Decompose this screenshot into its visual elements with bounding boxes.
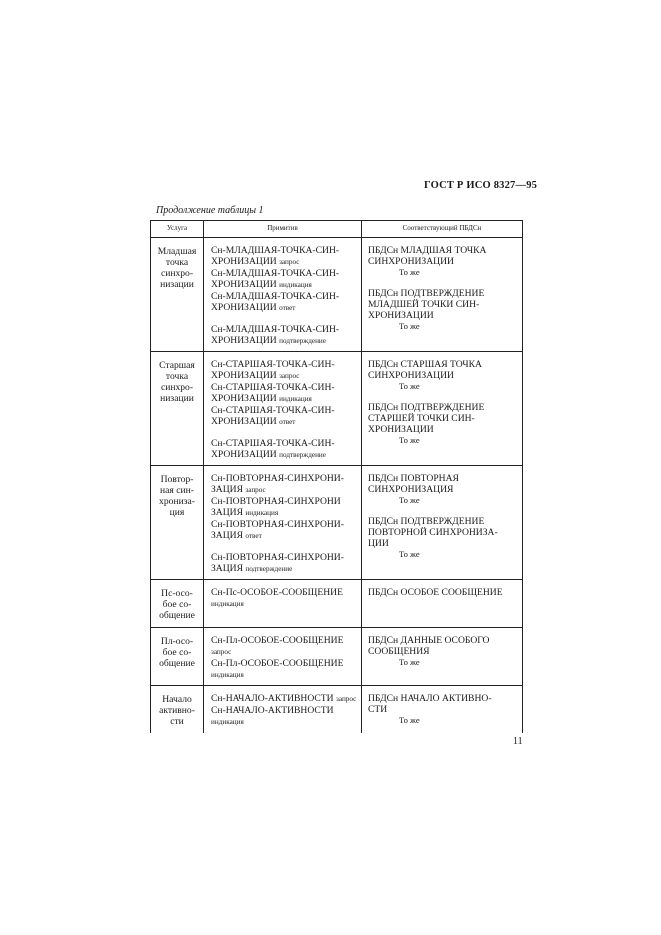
pbds-entry xyxy=(368,402,518,446)
column-header-service: Услуга xyxy=(151,221,204,238)
primitive-suffix: запрос xyxy=(279,372,300,380)
primitive-line: ЗАЦИЯ xyxy=(211,507,243,518)
pbds-entry xyxy=(368,693,518,726)
primitive-line: Сн-СТАРШАЯ-ТОЧКА-СИН- xyxy=(211,359,335,370)
primitive-entry xyxy=(211,519,357,542)
primitive-entry xyxy=(211,324,357,347)
service-line: Пл-осо- xyxy=(160,636,194,647)
same-note: То же xyxy=(399,321,420,331)
column-header-pbds: Соответствующий ПБДСн xyxy=(362,221,523,238)
primitive-suffix: ответ xyxy=(245,532,262,540)
pbds-entry xyxy=(368,473,518,506)
primitive-entry xyxy=(211,268,357,291)
service-line: Повтор- xyxy=(160,474,194,485)
pbds-cell xyxy=(362,352,523,466)
primitive-line: ХРОНИЗАЦИИ xyxy=(211,416,277,427)
primitive-line: Сн-СТАРШАЯ-ТОЧКА-СИН- xyxy=(211,438,335,449)
primitive-line: Сн-СТАРШАЯ-ТОЧКА-СИН- xyxy=(211,405,335,416)
services-table xyxy=(150,220,523,733)
service-cell xyxy=(151,686,204,734)
service-cell xyxy=(151,352,204,466)
same-note: То же xyxy=(399,381,420,391)
primitive-line: Сн-ПОВТОРНАЯ-СИНХРОНИ xyxy=(211,496,341,507)
pbds-line: ХРОНИЗАЦИИ xyxy=(368,424,434,435)
pbds-line: СООБЩЕНИЯ xyxy=(368,646,430,657)
primitive-entry xyxy=(211,438,357,461)
pbds-line: ПБДСн ОСОБОЕ СООБЩЕНИЕ xyxy=(368,587,503,598)
primitive-entry xyxy=(211,245,357,268)
service-cell xyxy=(151,580,204,628)
primitive-line: ХРОНИЗАЦИИ xyxy=(211,393,277,404)
pbds-line: ХРОНИЗАЦИИ xyxy=(368,310,434,321)
service-line: точка xyxy=(165,257,189,268)
primitive-cell xyxy=(204,238,362,352)
service-line: общение xyxy=(159,658,195,669)
primitive-entry xyxy=(211,496,357,519)
pbds-cell xyxy=(362,466,523,580)
page-number: 11 xyxy=(513,736,523,747)
primitive-line: Сн-МЛАДШАЯ-ТОЧКА-СИН- xyxy=(211,291,340,302)
pbds-line: СИНХРОНИЗАЦИЯ xyxy=(368,484,454,495)
primitive-entry xyxy=(211,405,357,428)
primitive-entry xyxy=(211,473,357,496)
pbds-line: ПБДСн ПОДТВЕРЖДЕНИЕ xyxy=(368,402,485,413)
primitive-suffix: запрос xyxy=(245,486,266,494)
primitive-entry xyxy=(211,635,357,658)
primitive-line: ХРОНИЗАЦИИ xyxy=(211,449,277,460)
primitive-cell xyxy=(204,352,362,466)
primitive-line: Сн-НАЧАЛО-АКТИВНОСТИ xyxy=(211,693,334,704)
pbds-line: ПБДСн НАЧАЛО АКТИВНО- xyxy=(368,693,492,704)
primitive-suffix: запрос xyxy=(279,258,300,266)
pbds-cell xyxy=(362,686,523,734)
primitive-line: Сн-Пс-ОСОБОЕ-СООБЩЕНИЕ xyxy=(211,587,343,598)
pbds-line: ПБДСн ПОДТВЕРЖДЕНИЕ xyxy=(368,288,485,299)
primitive-line: ХРОНИЗАЦИИ xyxy=(211,302,277,313)
service-line: Старшая xyxy=(159,360,195,371)
primitive-cell xyxy=(204,580,362,628)
primitive-cell xyxy=(204,628,362,686)
pbds-entry xyxy=(368,587,518,598)
service-line: синхро- xyxy=(160,268,194,279)
pbds-line: ПБДСн СТАРШАЯ ТОЧКА xyxy=(368,359,482,370)
pbds-entry xyxy=(368,245,518,278)
service-line: сти xyxy=(170,716,184,727)
same-note: То же xyxy=(399,715,420,725)
primitive-line: ЗАЦИЯ xyxy=(211,563,243,574)
primitive-line: Сн-СТАРШАЯ-ТОЧКА-СИН- xyxy=(211,382,335,393)
primitive-line: ХРОНИЗАЦИИ xyxy=(211,256,277,267)
pbds-line: ПБДСн МЛАДШАЯ ТОЧКА xyxy=(368,245,487,256)
primitive-cell xyxy=(204,466,362,580)
primitive-line: Сн-ПОВТОРНАЯ-СИНХРОНИ- xyxy=(211,519,344,530)
primitive-suffix: индикация xyxy=(211,600,244,608)
pbds-entry xyxy=(368,359,518,392)
pbds-line: ПБДСн ПОВТОРНАЯ xyxy=(368,473,459,484)
pbds-cell xyxy=(362,238,523,352)
primitive-cell xyxy=(204,686,362,734)
service-line: низации xyxy=(160,393,194,404)
table-row xyxy=(151,466,523,580)
primitive-line: Сн-ПОВТОРНАЯ-СИНХРОНИ- xyxy=(211,552,344,563)
primitive-suffix: индикация xyxy=(211,718,244,726)
service-line: общение xyxy=(159,610,195,621)
pbds-line: МЛАДШЕЙ ТОЧКИ СИН- xyxy=(368,299,480,310)
service-line: хрониза- xyxy=(159,496,195,507)
primitive-line: Сн-Пл-ОСОБОЕ-СООБЩЕНИЕ xyxy=(211,658,344,669)
primitive-entry xyxy=(211,359,357,382)
primitive-suffix: индикация xyxy=(211,671,244,679)
service-line: бое со- xyxy=(162,647,192,658)
service-line: низации xyxy=(160,279,194,290)
primitive-line: ЗАЦИЯ xyxy=(211,530,243,541)
service-line: бое со- xyxy=(162,599,192,610)
pbds-line: СИНХРОНИЗАЦИИ xyxy=(368,370,454,381)
service-line: Пс-осо- xyxy=(161,588,193,599)
table-row xyxy=(151,352,523,466)
pbds-line: СТАРШЕЙ ТОЧКИ СИН- xyxy=(368,413,475,424)
same-note: То же xyxy=(399,435,420,445)
primitive-entry xyxy=(211,705,357,728)
table-row xyxy=(151,238,523,352)
pbds-cell xyxy=(362,628,523,686)
primitive-entry xyxy=(211,658,357,681)
primitive-line: Сн-ПОВТОРНАЯ-СИНХРОНИ- xyxy=(211,473,344,484)
pbds-line: ПОВТОРНОЙ СИНХРОНИЗА- xyxy=(368,527,498,538)
primitive-entry xyxy=(211,382,357,405)
same-note: То же xyxy=(399,267,420,277)
table-header-row xyxy=(151,221,523,238)
primitive-suffix: индикация xyxy=(279,281,312,289)
service-line: ная син- xyxy=(160,485,194,496)
column-header-primitive: Примитив xyxy=(204,221,362,238)
table-row xyxy=(151,580,523,628)
primitive-entry xyxy=(211,693,357,705)
primitive-suffix: ответ xyxy=(279,304,296,312)
primitive-suffix: запрос xyxy=(336,695,357,703)
table-row xyxy=(151,686,523,734)
primitive-line: ЗАЦИЯ xyxy=(211,484,243,495)
primitive-suffix: индикация xyxy=(279,395,312,403)
primitive-line: Сн-Пл-ОСОБОЕ-СООБЩЕНИЕ xyxy=(211,635,344,646)
table-row xyxy=(151,628,523,686)
primitive-entry xyxy=(211,587,357,610)
service-line: активно- xyxy=(159,705,195,716)
primitive-line: Сн-НАЧАЛО-АКТИВНОСТИ xyxy=(211,705,334,716)
service-line: синхро- xyxy=(160,382,194,393)
pbds-line: СИНХРОНИЗАЦИИ xyxy=(368,256,454,267)
same-note: То же xyxy=(399,549,420,559)
service-line: точка xyxy=(165,371,189,382)
pbds-line: ПБДСн ДАННЫЕ ОСОБОГО xyxy=(368,635,490,646)
primitive-entry xyxy=(211,552,357,575)
service-cell xyxy=(151,238,204,352)
pbds-cell xyxy=(362,580,523,628)
primitive-line: ХРОНИЗАЦИИ xyxy=(211,279,277,290)
service-line: ция xyxy=(169,507,185,518)
primitive-suffix: запрос xyxy=(211,648,232,656)
service-cell xyxy=(151,628,204,686)
primitive-suffix: подтверждение xyxy=(279,337,326,345)
pbds-line: ЦИИ xyxy=(368,538,389,549)
standard-header: ГОСТ Р ИСО 8327—95 xyxy=(424,180,538,191)
primitive-suffix: подтверждение xyxy=(245,565,293,573)
service-line: Начало xyxy=(162,694,192,705)
primitive-suffix: индикация xyxy=(245,509,279,517)
pbds-entry xyxy=(368,516,518,560)
pbds-entry xyxy=(368,288,518,332)
primitive-suffix: подтверждение xyxy=(279,451,326,459)
primitive-line: Сн-МЛАДШАЯ-ТОЧКА-СИН- xyxy=(211,268,340,279)
same-note: То же xyxy=(399,495,420,505)
primitive-line: Сн-МЛАДШАЯ-ТОЧКА-СИН- xyxy=(211,324,340,335)
pbds-line: СТИ xyxy=(368,704,388,715)
primitive-entry xyxy=(211,291,357,314)
primitive-line: Сн-МЛАДШАЯ-ТОЧКА-СИН- xyxy=(211,245,340,256)
pbds-line: ПБДСн ПОДТВЕРЖДЕНИЕ xyxy=(368,516,485,527)
service-cell xyxy=(151,466,204,580)
table-caption: Продолжение таблицы 1 xyxy=(156,205,264,216)
primitive-suffix: ответ xyxy=(279,418,296,426)
primitive-line: ХРОНИЗАЦИИ xyxy=(211,370,277,381)
same-note: То же xyxy=(399,657,420,667)
primitive-line: ХРОНИЗАЦИИ xyxy=(211,335,277,346)
pbds-entry xyxy=(368,635,518,668)
service-line: Младшая xyxy=(157,246,197,257)
